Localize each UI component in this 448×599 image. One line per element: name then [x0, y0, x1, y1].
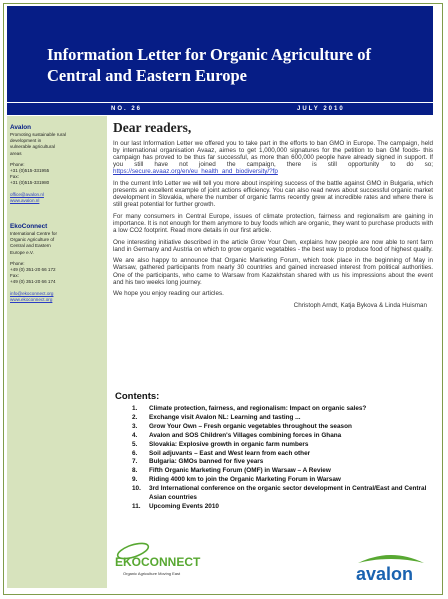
ekoconnect-tagline: Organic Agriculture Moving East [123, 571, 181, 576]
contents-item-number: 3. [132, 422, 138, 430]
contents-item[interactable] [115, 441, 445, 450]
contents-item-title: Exchange visit Avalon NL: Learning and tasting ... [149, 413, 301, 421]
contents-item-title: Slovakia: Explosive growth in organic farm numbers [149, 440, 309, 448]
avalon-arc-icon [358, 555, 424, 563]
contents-item-number: 9. [132, 476, 138, 484]
avalon-name: Avalon [10, 124, 32, 131]
avalon-fax: +31 (0)515-331980 [10, 180, 50, 186]
contents-list [115, 405, 445, 512]
contents-item[interactable] [115, 414, 445, 423]
ekoconnect-contact [10, 223, 105, 303]
contents-item[interactable] [115, 450, 445, 459]
ekoconnect-email-link[interactable]: info@ekoconnect.org [10, 290, 54, 296]
paragraph-5: We are also happy to announce that Organic Marketing Forum, which took place in the beginning of May in Warsaw, gathered participants from nearly 30 countries and gained increased interest from political authorities. One of the participants, who came to Warsaw from Kazakhstan shared with us his impressions about the event and his two weeks long journey. [113, 257, 433, 286]
ekoconnect-fax: +49 (0) 351-20 66 174 [10, 279, 56, 285]
avalon-desc-4: areas [10, 150, 22, 156]
greeting: Dear readers, [113, 120, 192, 135]
ekoconnect-logo-text: EKOCONNECT [115, 555, 201, 569]
ekoconnect-phone: +49 (0) 351-20 66 172 [10, 267, 56, 273]
issue-band [7, 103, 433, 115]
contents-section [115, 391, 445, 512]
contents-item-title: Bulgaria: GMOs banned for five years [149, 458, 264, 466]
letter-body [113, 120, 433, 309]
issue-date: JULY 2010 [297, 106, 345, 112]
ekoconnect-desc-3: Central and Eastern [10, 243, 51, 249]
avalon-fax-label: Fax: [10, 174, 19, 180]
issue-number: NO. 26 [111, 106, 143, 112]
contents-item-number: 7. [132, 458, 138, 466]
contents-item-number: 4. [132, 431, 138, 439]
contents-item-number: 1. [132, 405, 138, 412]
contents-heading: Contents: [115, 391, 160, 402]
contents-item-title: Soil adjuvants – East and West learn from each other [149, 449, 311, 457]
ekoconnect-web-link[interactable]: www.ekoconnect.org [10, 296, 53, 302]
page-title: Information Letter for Organic Agriculture of Central and Eastern Europe [47, 45, 371, 85]
contents-item[interactable] [115, 405, 445, 414]
contents-item[interactable] [115, 467, 445, 476]
avalon-web-link[interactable]: www.avalon.nl [10, 197, 40, 203]
contents-item-number: 8. [132, 467, 138, 475]
contents-item-title: Avalon and SOS Children's Villages combining forces in Ghana [149, 431, 342, 439]
ekoconnect-logo [111, 539, 201, 579]
header-banner [7, 6, 433, 102]
ekoconnect-name: EkoConnect [10, 223, 48, 230]
avalon-logo [350, 549, 432, 587]
contents-item[interactable] [115, 423, 445, 432]
ekoconnect-phone-label: Phone: [10, 260, 25, 266]
contents-item-title: Upcoming Events 2010 [149, 502, 219, 510]
ekoconnect-fax-label: Fax: [10, 273, 19, 279]
avalon-phone-label: Phone: [10, 161, 25, 167]
contents-item-title: Riding 4000 km to join the Organic Marketing Forum in Warsaw [149, 476, 341, 484]
paragraph-2: In the current Info Letter we will tell you more about inspiring success of the battle against GMO in Bulgaria, which presents an excellent example of joint actions efficiency. You can also read news about successful organic market development in Slovakia, where the number of organic farms recently grew at incredible rates and where there is still great potential for further growth. [113, 179, 433, 209]
contents-item-title: 3rd International conference on the organic sector development in Central/East and Central Asian countries [149, 485, 427, 502]
contents-item[interactable] [115, 432, 445, 441]
paragraph-1 [113, 140, 433, 175]
paragraph-4: One interesting initiative described in the article Grow Your Own, explains how people are now able to rent farm land in Germany and Austria on which to grow organic vegetables - the best way to produce food of highest quality. [113, 238, 433, 253]
contents-item[interactable] [115, 476, 445, 485]
avalon-desc-2: development in [10, 138, 42, 144]
paragraph-3: For many consumers in Central Europe, issues of climate protection, fairness and regionalism are gaining in importance. It is not enough for them anymore to buy foods which are organic, they want to purchase products with a low CO2 footprint. Read more details in our first article. [113, 212, 433, 235]
avalon-email-link[interactable]: office@avalon.nl [10, 191, 44, 197]
avaaz-link[interactable]: https://secure.avaaz.org/en/eu_health_and_biodiversity/?fp [113, 168, 278, 176]
contents-item[interactable] [115, 503, 445, 512]
avalon-contact [10, 124, 105, 204]
avalon-desc-1: Promoting sustainable rural [10, 132, 66, 137]
sidebar [7, 116, 107, 588]
paragraph-1-text: In our last Information Letter we offered you to take part in the efforts to ban GMO in Europe. The campaign, held by international organisation Avaaz, aimes to get 1,000,000 signatures for the petition to ban GM foods- this campaign has proved to be thus far successful, as more than 600,000 people have already signed in support. If you still have not joined the campaign, there is still opportunity to do so; [113, 140, 433, 169]
contents-item-number: 5. [132, 440, 138, 448]
avalon-phone: +31 (0)515-331955 [10, 168, 50, 174]
contents-item[interactable] [115, 458, 445, 467]
contents-item-number: 11. [132, 502, 141, 510]
contents-item-title: Fifth Organic Marketing Forum (OMF) in Warsaw – A Review [149, 467, 331, 475]
avalon-logo-text: avalon [356, 564, 414, 584]
ekoconnect-desc-4: Europe e.V. [10, 249, 34, 255]
paragraph-6: We hope you enjoy reading our articles. [113, 290, 224, 298]
contents-item-number: 6. [132, 449, 138, 457]
contents-item-number: 10. [132, 485, 141, 493]
signature: Christoph Arndt, Katja Bykova & Linda Huisman [293, 301, 427, 309]
ekoconnect-desc-2: Organic Agriculture of [10, 237, 55, 243]
contents-item-title: Grow Your Own – Fresh organic vegetables throughout the season [149, 422, 352, 430]
contents-item[interactable] [115, 485, 445, 503]
ekoconnect-desc-1: International Centre for [10, 231, 57, 236]
contents-item-title: Climate protection, fairness, and regionalism: Impact on organic sales? [149, 405, 367, 412]
contents-item-number: 2. [132, 413, 138, 421]
avalon-desc-3: vulnerable agricultural [10, 144, 55, 150]
